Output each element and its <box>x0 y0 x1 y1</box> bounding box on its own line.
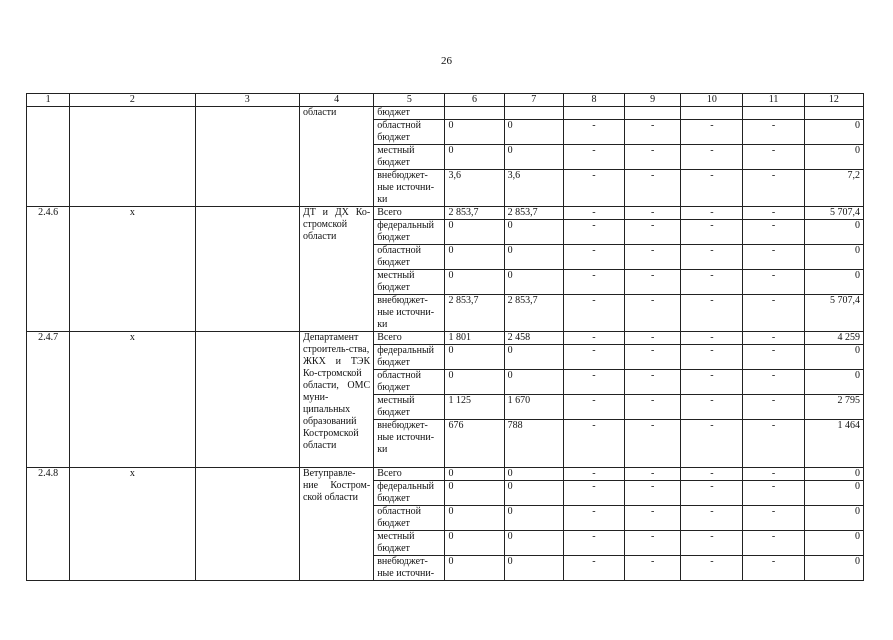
funding-source-cell: внебюджет-ные источни- <box>374 556 445 581</box>
item-code-cell: 2.4.7 <box>27 332 70 468</box>
budget-table <box>26 93 864 581</box>
value-cell: 0 <box>445 531 504 556</box>
value-cell: 2 853,7 <box>445 295 504 332</box>
value-cell: - <box>681 145 743 170</box>
value-cell: - <box>743 332 804 345</box>
value-cell: 3,6 <box>504 170 563 207</box>
value-cell: 0 <box>445 506 504 531</box>
total-cell: 0 <box>804 370 863 395</box>
value-cell: 0 <box>445 556 504 581</box>
column-header: 5 <box>374 94 445 107</box>
total-cell: 0 <box>804 468 863 481</box>
executor-cell: ДТ и ДХ Ко-стромской области <box>299 207 373 332</box>
funding-source-cell: бюджет <box>374 107 445 120</box>
value-cell: - <box>563 120 624 145</box>
column-3-cell <box>195 107 299 207</box>
value-cell: - <box>743 556 804 581</box>
value-cell: 0 <box>504 370 563 395</box>
value-cell: 0 <box>445 220 504 245</box>
value-cell: - <box>563 332 624 345</box>
value-cell: - <box>625 220 681 245</box>
funding-source-cell: внебюджет-ные источни-ки <box>374 295 445 332</box>
value-cell: - <box>625 270 681 295</box>
value-cell: - <box>625 120 681 145</box>
total-cell: 0 <box>804 220 863 245</box>
funding-source-cell: федеральный бюджет <box>374 481 445 506</box>
value-cell: - <box>743 170 804 207</box>
value-cell: 2 853,7 <box>504 295 563 332</box>
value-cell: - <box>625 370 681 395</box>
total-cell: 5 707,4 <box>804 295 863 332</box>
total-cell: 0 <box>804 556 863 581</box>
value-cell: - <box>681 468 743 481</box>
value-cell <box>504 107 563 120</box>
column-2-cell: х <box>70 468 195 581</box>
value-cell: 0 <box>445 245 504 270</box>
column-3-cell <box>195 207 299 332</box>
value-cell: - <box>743 370 804 395</box>
value-cell: - <box>681 220 743 245</box>
column-3-cell <box>195 468 299 581</box>
funding-source-cell: Всего <box>374 332 445 345</box>
value-cell: - <box>563 506 624 531</box>
value-cell: - <box>625 295 681 332</box>
total-cell: 0 <box>804 270 863 295</box>
value-cell: - <box>743 395 804 420</box>
value-cell: - <box>625 207 681 220</box>
header-row <box>27 94 864 107</box>
item-code-cell <box>27 107 70 207</box>
funding-source-cell: федеральный бюджет <box>374 220 445 245</box>
value-cell: - <box>681 420 743 468</box>
value-cell <box>625 107 681 120</box>
column-header: 10 <box>681 94 743 107</box>
value-cell <box>563 107 624 120</box>
value-cell: - <box>743 481 804 506</box>
total-cell: 0 <box>804 481 863 506</box>
value-cell: - <box>625 332 681 345</box>
value-cell: - <box>625 468 681 481</box>
value-cell: 1 801 <box>445 332 504 345</box>
value-cell: - <box>563 345 624 370</box>
value-cell: - <box>743 270 804 295</box>
column-header: 9 <box>625 94 681 107</box>
value-cell: - <box>681 120 743 145</box>
column-header: 8 <box>563 94 624 107</box>
value-cell: - <box>563 207 624 220</box>
column-header: 4 <box>299 94 373 107</box>
funding-source-cell: Всего <box>374 207 445 220</box>
item-code-cell: 2.4.8 <box>27 468 70 581</box>
funding-source-cell: местный бюджет <box>374 531 445 556</box>
funding-source-cell: местный бюджет <box>374 270 445 295</box>
total-cell: 0 <box>804 120 863 145</box>
value-cell: 0 <box>504 270 563 295</box>
table-row <box>27 107 864 120</box>
funding-source-cell: внебюджет-ные источни-ки <box>374 170 445 207</box>
column-header: 2 <box>70 94 195 107</box>
executor-cell: Департамент строитель-ства, ЖКХ и ТЭК Ко-стромской области, ОМС муни-ципальных образований Костромской области <box>299 332 373 468</box>
value-cell: - <box>563 170 624 207</box>
value-cell: - <box>743 295 804 332</box>
value-cell: - <box>681 295 743 332</box>
column-header: 12 <box>804 94 863 107</box>
value-cell: 676 <box>445 420 504 468</box>
value-cell: - <box>563 531 624 556</box>
column-header: 1 <box>27 94 70 107</box>
value-cell: - <box>563 556 624 581</box>
funding-source-cell: областной бюджет <box>374 245 445 270</box>
total-cell: 0 <box>804 145 863 170</box>
value-cell: - <box>625 481 681 506</box>
value-cell: 2 853,7 <box>445 207 504 220</box>
column-2-cell <box>70 107 195 207</box>
value-cell: - <box>563 295 624 332</box>
value-cell: - <box>625 145 681 170</box>
value-cell: 0 <box>504 481 563 506</box>
funding-source-cell: местный бюджет <box>374 145 445 170</box>
value-cell: - <box>563 270 624 295</box>
total-cell: 0 <box>804 345 863 370</box>
value-cell: - <box>743 345 804 370</box>
value-cell: 1 670 <box>504 395 563 420</box>
item-code-cell: 2.4.6 <box>27 207 70 332</box>
value-cell: 0 <box>504 556 563 581</box>
value-cell: - <box>743 506 804 531</box>
total-cell: 7,2 <box>804 170 863 207</box>
column-header: 7 <box>504 94 563 107</box>
value-cell <box>743 107 804 120</box>
value-cell: 0 <box>504 220 563 245</box>
value-cell: - <box>743 468 804 481</box>
value-cell: - <box>563 468 624 481</box>
value-cell: - <box>681 345 743 370</box>
value-cell: - <box>563 245 624 270</box>
value-cell: 2 853,7 <box>504 207 563 220</box>
column-header: 11 <box>743 94 804 107</box>
value-cell: - <box>625 556 681 581</box>
total-cell: 4 259 <box>804 332 863 345</box>
value-cell: 3,6 <box>445 170 504 207</box>
value-cell: 0 <box>504 506 563 531</box>
funding-source-cell: федеральный бюджет <box>374 345 445 370</box>
value-cell: 1 125 <box>445 395 504 420</box>
value-cell: - <box>563 420 624 468</box>
total-cell: 0 <box>804 245 863 270</box>
value-cell: - <box>563 220 624 245</box>
funding-source-cell: местный бюджет <box>374 395 445 420</box>
total-cell: 2 795 <box>804 395 863 420</box>
value-cell: 0 <box>445 370 504 395</box>
total-cell: 5 707,4 <box>804 207 863 220</box>
value-cell: - <box>563 370 624 395</box>
funding-source-cell: областной бюджет <box>374 370 445 395</box>
value-cell <box>445 107 504 120</box>
page-number: 26 <box>441 55 452 67</box>
value-cell: 0 <box>504 145 563 170</box>
value-cell: - <box>625 531 681 556</box>
value-cell: 0 <box>504 468 563 481</box>
value-cell: - <box>625 345 681 370</box>
value-cell: - <box>681 207 743 220</box>
value-cell: - <box>563 395 624 420</box>
column-2-cell: х <box>70 332 195 468</box>
value-cell: - <box>625 245 681 270</box>
value-cell: - <box>681 506 743 531</box>
table-row <box>27 332 864 345</box>
value-cell: - <box>743 420 804 468</box>
value-cell: - <box>625 420 681 468</box>
value-cell: - <box>743 245 804 270</box>
column-header: 6 <box>445 94 504 107</box>
value-cell: - <box>625 506 681 531</box>
value-cell: 0 <box>445 120 504 145</box>
value-cell: - <box>625 170 681 207</box>
value-cell: - <box>743 207 804 220</box>
column-header: 3 <box>195 94 299 107</box>
value-cell <box>681 107 743 120</box>
total-cell: 0 <box>804 506 863 531</box>
value-cell: - <box>681 370 743 395</box>
value-cell: 788 <box>504 420 563 468</box>
table-row <box>27 468 864 481</box>
value-cell: 0 <box>504 245 563 270</box>
value-cell: 0 <box>504 345 563 370</box>
value-cell: - <box>681 531 743 556</box>
value-cell: 0 <box>445 481 504 506</box>
executor-cell: Ветуправле-ние Костром-ской области <box>299 468 373 581</box>
value-cell: 0 <box>504 120 563 145</box>
value-cell: - <box>681 332 743 345</box>
total-cell <box>804 107 863 120</box>
value-cell: 0 <box>445 345 504 370</box>
value-cell: 0 <box>445 270 504 295</box>
value-cell: - <box>681 245 743 270</box>
value-cell: - <box>681 270 743 295</box>
column-2-cell: х <box>70 207 195 332</box>
value-cell: - <box>743 531 804 556</box>
value-cell: - <box>563 145 624 170</box>
value-cell: 0 <box>504 531 563 556</box>
value-cell: - <box>681 556 743 581</box>
value-cell: - <box>625 395 681 420</box>
funding-source-cell: областной бюджет <box>374 506 445 531</box>
value-cell: - <box>743 145 804 170</box>
executor-cell: области <box>299 107 373 207</box>
column-3-cell <box>195 332 299 468</box>
value-cell: 0 <box>445 468 504 481</box>
table-body <box>27 107 864 581</box>
funding-source-cell: внебюджет-ные источни-ки <box>374 420 445 468</box>
value-cell: - <box>743 120 804 145</box>
value-cell: - <box>743 220 804 245</box>
table-row <box>27 207 864 220</box>
value-cell: 0 <box>445 145 504 170</box>
value-cell: 2 458 <box>504 332 563 345</box>
total-cell: 1 464 <box>804 420 863 468</box>
funding-source-cell: Всего <box>374 468 445 481</box>
value-cell: - <box>681 395 743 420</box>
funding-source-cell: областной бюджет <box>374 120 445 145</box>
total-cell: 0 <box>804 531 863 556</box>
value-cell: - <box>681 481 743 506</box>
value-cell: - <box>563 481 624 506</box>
value-cell: - <box>681 170 743 207</box>
